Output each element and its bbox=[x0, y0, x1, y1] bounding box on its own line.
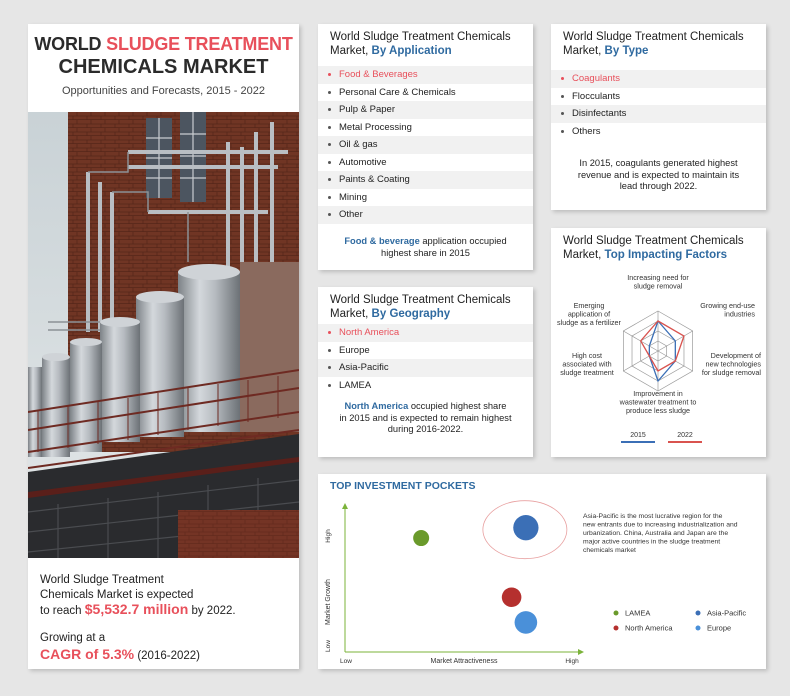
factors-title-highlight: Top Impacting Factors bbox=[604, 249, 728, 261]
application-title-line1: World Sludge Treatment Chemicals bbox=[330, 31, 511, 43]
bullet-icon bbox=[328, 161, 331, 164]
list-item-label: Mining bbox=[339, 191, 367, 203]
radar-chart bbox=[551, 228, 766, 457]
poster-title-line2: CHEMICALS MARKET bbox=[58, 56, 269, 78]
list-item bbox=[318, 342, 533, 360]
radar-axis-label-line: produce less sludge bbox=[626, 406, 690, 415]
bullet-icon bbox=[328, 366, 331, 369]
impacting-factors-card bbox=[551, 228, 766, 457]
list-item bbox=[318, 136, 533, 154]
stat1-line1: World Sludge Treatment bbox=[40, 574, 164, 586]
geography-note-rest: occupied highest share bbox=[410, 401, 507, 411]
radar-axis-label-line: industries bbox=[724, 309, 755, 319]
application-note-em: Food & beverage bbox=[344, 236, 420, 246]
stat2-line1: Growing at a bbox=[40, 632, 106, 644]
stat1-pre: to reach bbox=[40, 605, 82, 617]
x-axis-label: Market Attractiveness bbox=[430, 658, 498, 665]
radar-legend-label: 2022 bbox=[677, 432, 693, 439]
y-axis-arrow bbox=[342, 503, 348, 509]
annotation-line: chemicals market bbox=[583, 547, 636, 554]
bullet-icon bbox=[328, 384, 331, 387]
type-list bbox=[551, 70, 766, 140]
bullet-icon bbox=[328, 73, 331, 76]
y-tick-label: Low bbox=[325, 640, 332, 652]
type-title-line1: World Sludge Treatment Chemicals bbox=[563, 31, 744, 43]
poster-card bbox=[28, 24, 299, 669]
geography-card-title bbox=[330, 293, 511, 321]
y-axis-label: Market Growth bbox=[325, 579, 332, 625]
legend-marker bbox=[696, 626, 701, 631]
factors-title-line1: World Sludge Treatment Chemicals bbox=[563, 235, 744, 247]
bullet-icon bbox=[328, 196, 331, 199]
list-item-label: Other bbox=[339, 209, 363, 220]
radar-axis-label bbox=[619, 389, 697, 415]
cagr-period: (2016-2022) bbox=[137, 650, 200, 662]
bubble-lamea bbox=[413, 530, 429, 546]
cagr-value: CAGR of 5.3% bbox=[40, 646, 135, 662]
cagr-stat bbox=[40, 630, 200, 664]
bubble-asia-pacific bbox=[513, 515, 538, 540]
legend-marker bbox=[614, 611, 619, 616]
legend-label: North America bbox=[625, 623, 673, 633]
legend-label: Europe bbox=[707, 623, 732, 633]
legend-marker bbox=[696, 611, 701, 616]
y-tick-label: High bbox=[325, 529, 332, 543]
geography-title-prefix: Market, bbox=[330, 308, 369, 320]
bubble-north-america bbox=[502, 587, 522, 607]
bullet-icon bbox=[328, 126, 331, 129]
market-value: $5,532.7 million bbox=[84, 601, 189, 617]
bubble-europe bbox=[515, 611, 538, 634]
bubble-chart bbox=[318, 474, 766, 669]
geography-note-em: North America bbox=[344, 401, 409, 411]
annotation-line: major active countries in the sludge treatment bbox=[583, 538, 721, 546]
type-title-highlight: By Type bbox=[604, 45, 649, 57]
list-item-label: Disinfectants bbox=[572, 108, 627, 119]
list-item bbox=[318, 206, 533, 224]
list-item bbox=[551, 88, 766, 106]
poster-subtitle: Opportunities and Forecasts, 2015 - 2022 bbox=[61, 85, 265, 97]
poster-title-world: WORLD bbox=[34, 34, 102, 54]
list-item-label: Oil & gas bbox=[339, 139, 378, 150]
stat1-post: by 2022. bbox=[191, 605, 236, 617]
application-note-line2: highest share in 2015 bbox=[381, 247, 470, 258]
application-note bbox=[326, 236, 525, 259]
bullet-icon bbox=[561, 112, 564, 115]
type-note-line1: In 2015, coagulants generated highest bbox=[579, 158, 738, 168]
radar-axis-label-line: Development of bbox=[710, 351, 761, 360]
list-item-label: Personal Care & Chemicals bbox=[339, 86, 456, 98]
x-tick-label: High bbox=[565, 658, 579, 665]
radar-axis-label bbox=[627, 273, 689, 291]
bullet-icon bbox=[328, 143, 331, 146]
investment-pockets-card bbox=[318, 474, 766, 669]
list-item-label: Asia-Pacific bbox=[339, 362, 389, 373]
bullet-icon bbox=[561, 95, 564, 98]
application-title-highlight: By Application bbox=[371, 45, 452, 57]
radar-axis-label bbox=[702, 351, 762, 377]
by-type-card bbox=[551, 24, 766, 210]
radar-axis-label-line: Increasing need for bbox=[627, 273, 689, 282]
x-axis-arrow bbox=[578, 649, 584, 655]
geography-title-highlight: By Geography bbox=[371, 308, 451, 320]
annotation-line: Asia-Pacific is the most lucrative region for the bbox=[583, 513, 723, 520]
list-item-label: Food & Beverages bbox=[339, 69, 418, 80]
radar-axis-label bbox=[557, 301, 622, 327]
list-item bbox=[318, 66, 533, 84]
list-item-label: Metal Processing bbox=[339, 121, 412, 133]
application-list bbox=[318, 66, 533, 224]
geography-note-line2: in 2015 and is expected to remain highest bbox=[339, 412, 512, 423]
list-item bbox=[318, 101, 533, 119]
type-title-prefix: Market, bbox=[563, 45, 602, 57]
application-card-title bbox=[330, 30, 511, 58]
application-note-rest: application occupied bbox=[422, 236, 507, 246]
poster-title-line1 bbox=[28, 34, 299, 55]
geography-list bbox=[318, 324, 533, 394]
list-item bbox=[551, 105, 766, 123]
radar-axis-label-line: associated with bbox=[562, 359, 612, 369]
list-item bbox=[551, 123, 766, 141]
list-item-label: North America bbox=[339, 327, 400, 338]
annotation-line: urbanization. China, Australia and Japan are the bbox=[583, 530, 729, 537]
list-item-label: LAMEA bbox=[339, 379, 372, 391]
list-item-label: Automotive bbox=[339, 156, 387, 168]
stat1-line2: Chemicals Market is expected bbox=[40, 588, 194, 601]
factors-title-prefix: Market, bbox=[563, 249, 602, 261]
list-item bbox=[318, 84, 533, 102]
list-item bbox=[318, 189, 533, 207]
radar-axis-label-line: new technologies bbox=[705, 359, 761, 369]
radar-axis-label-line: sludge as a fertilizer bbox=[557, 318, 621, 327]
radar-axis-label-line: wastewater treatment to bbox=[619, 397, 697, 407]
type-note-line2: revenue and is expected to maintain its bbox=[577, 169, 740, 180]
list-item-label: Paints & Coating bbox=[339, 174, 410, 185]
radar-axis-label-line: High cost bbox=[572, 351, 602, 360]
legend-marker bbox=[614, 626, 619, 631]
list-item bbox=[318, 154, 533, 172]
radar-axis-label bbox=[560, 351, 614, 377]
geography-note-line3: during 2016-2022. bbox=[387, 424, 464, 434]
list-item-label: Pulp & Paper bbox=[339, 104, 395, 115]
list-item bbox=[551, 70, 766, 88]
radar-axis-label bbox=[700, 301, 755, 319]
type-note-line3: lead through 2022. bbox=[619, 181, 698, 191]
radar-axis-label-line: Improvement in bbox=[633, 389, 683, 398]
list-item-label: Coagulants bbox=[572, 73, 621, 84]
x-tick-label: Low bbox=[340, 658, 352, 665]
list-item bbox=[318, 119, 533, 137]
bullet-icon bbox=[328, 213, 331, 216]
radar-axis-label-line: sludge removal bbox=[633, 281, 683, 291]
bullet-icon bbox=[328, 331, 331, 334]
list-item bbox=[318, 171, 533, 189]
by-geography-card bbox=[318, 287, 533, 457]
industrial-plant-photo bbox=[28, 112, 299, 558]
radar-series-2022 bbox=[641, 321, 684, 371]
pockets-annotation bbox=[583, 513, 738, 554]
legend-label: LAMEA bbox=[625, 608, 651, 618]
bullet-icon bbox=[328, 108, 331, 111]
type-card-title bbox=[563, 30, 744, 58]
radar-axis-label-line: sludge treatment bbox=[560, 368, 614, 377]
list-item-label: Europe bbox=[339, 344, 370, 356]
bullet-icon bbox=[328, 91, 331, 94]
bullet-icon bbox=[328, 349, 331, 352]
bullet-icon bbox=[328, 178, 331, 181]
bullet-icon bbox=[561, 77, 564, 80]
list-item-label: Others bbox=[572, 125, 601, 137]
pockets-title: TOP INVESTMENT POCKETS bbox=[330, 480, 476, 492]
list-item bbox=[318, 377, 533, 395]
by-application-card bbox=[318, 24, 533, 270]
radar-axis-label-line: Emerging bbox=[573, 301, 605, 310]
list-item bbox=[318, 359, 533, 377]
bullet-icon bbox=[561, 130, 564, 133]
type-note bbox=[559, 158, 758, 193]
radar-legend-label: 2015 bbox=[630, 432, 646, 439]
radar-axis-label-line: for sludge removal bbox=[701, 368, 761, 377]
annotation-line: new entrants due to increasing industrialization and bbox=[583, 521, 738, 529]
legend-label: Asia-Pacific bbox=[707, 608, 747, 618]
radar-axis-label-line: Growing end-use bbox=[700, 301, 755, 310]
market-size-stat bbox=[40, 573, 236, 619]
radar-axis-label-line: application of bbox=[567, 309, 611, 319]
geography-note bbox=[326, 401, 525, 436]
poster-title-highlight: SLUDGE TREATMENT bbox=[106, 34, 293, 54]
geography-title-line1: World Sludge Treatment Chemicals bbox=[330, 294, 511, 306]
application-title-prefix: Market, bbox=[330, 45, 369, 57]
list-item bbox=[318, 324, 533, 342]
radar-series-2015 bbox=[649, 321, 675, 381]
list-item-label: Flocculants bbox=[572, 90, 621, 102]
